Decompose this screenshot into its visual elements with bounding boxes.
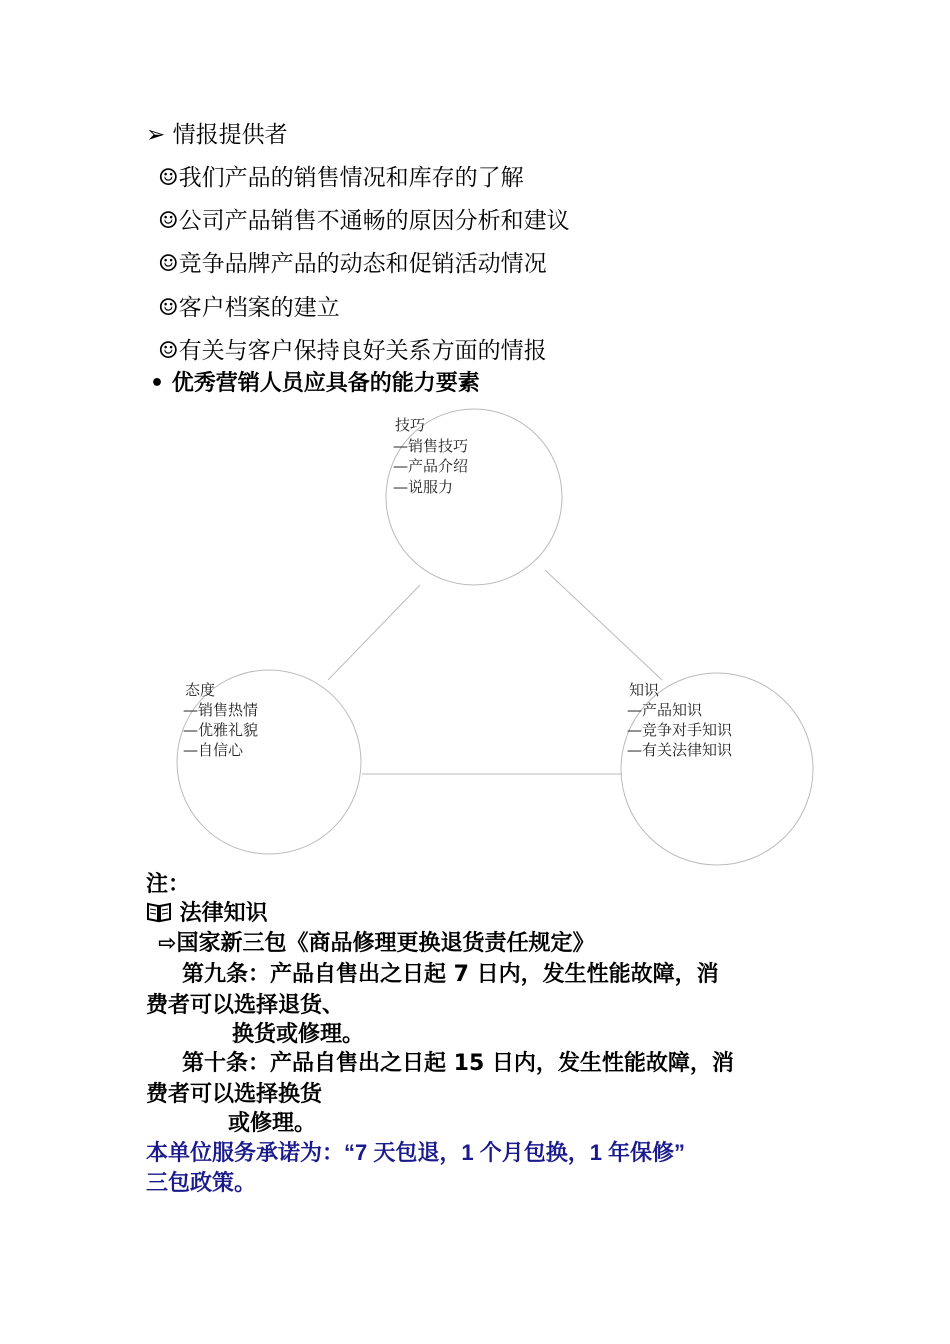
smiley-icon: ☺ [158, 295, 179, 321]
section-title: 优秀营销人员应具备的能力要素 [171, 371, 480, 396]
info-item [158, 289, 340, 322]
attitude-line: —优雅礼貌 [183, 721, 259, 739]
smiley-icon: ☺ [158, 165, 179, 191]
regulation-title: 国家新三包《商品修理更换退货责任规定》 [176, 931, 595, 956]
bullet-icon: • [150, 371, 165, 396]
smiley-icon: ☺ [158, 251, 179, 277]
info-item-text: 公司产品销售不通畅的原因分析和建议 [178, 208, 570, 234]
article-10-line: 或修理。 [228, 1111, 317, 1136]
article-9-line: 换货或修理。 [232, 1022, 365, 1047]
smiley-icon: ☺ [158, 208, 179, 234]
article-9-line: 第九条：产品自售出之日起 7 日内，发生性能故障，消 [182, 962, 719, 987]
ability-diagram [0, 390, 950, 870]
skill-line: —销售技巧 [393, 437, 469, 455]
skill-line: —产品介绍 [393, 457, 469, 475]
info-item [158, 332, 547, 365]
arrow-bullet-icon: ➢ [146, 122, 166, 148]
info-item [158, 159, 524, 192]
regulation-line [158, 926, 594, 957]
attitude-line: —自信心 [183, 741, 244, 759]
info-title: 情报提供者 [172, 122, 288, 148]
knowledge-line: —竞争对手知识 [627, 721, 733, 739]
service-promise: 三包政策。 [146, 1170, 257, 1195]
article-10-line: 费者可以选择换货 [146, 1082, 323, 1107]
book-icon [146, 901, 172, 923]
law-heading [146, 896, 268, 927]
skill-title: 技巧 [395, 416, 426, 434]
info-item-text: 有关与客户保持良好关系方面的情报 [178, 338, 547, 364]
info-item [158, 202, 570, 235]
info-item-text: 我们产品的销售情况和库存的了解 [178, 165, 524, 191]
article-10-line: 第十条：产品自售出之日起 15 日内，发生性能故障，消 [182, 1051, 734, 1076]
skill-circle [386, 409, 562, 585]
connector-line [328, 585, 420, 680]
arrow-icon: ⇨ [158, 931, 177, 956]
info-item-text: 客户档案的建立 [178, 295, 340, 321]
service-promise: 本单位服务承诺为：“7 天包退，1 个月包换，1 年保修” [146, 1140, 686, 1165]
knowledge-title: 知识 [629, 681, 660, 699]
info-item-text: 竞争品牌产品的动态和促销活动情况 [178, 251, 547, 277]
article-9-line: 费者可以选择退货、 [146, 993, 345, 1018]
info-heading [146, 116, 288, 149]
attitude-title: 态度 [185, 681, 216, 699]
info-item [158, 245, 547, 278]
law-title: 法律知识 [179, 901, 268, 926]
attitude-line: —销售热情 [183, 701, 259, 719]
connector-line [545, 570, 662, 680]
knowledge-line: —有关法律知识 [627, 741, 733, 759]
note-label: 注： [146, 872, 191, 897]
smiley-icon: ☺ [158, 338, 179, 364]
skill-line: —说服力 [393, 478, 454, 496]
knowledge-line: —产品知识 [627, 701, 703, 719]
